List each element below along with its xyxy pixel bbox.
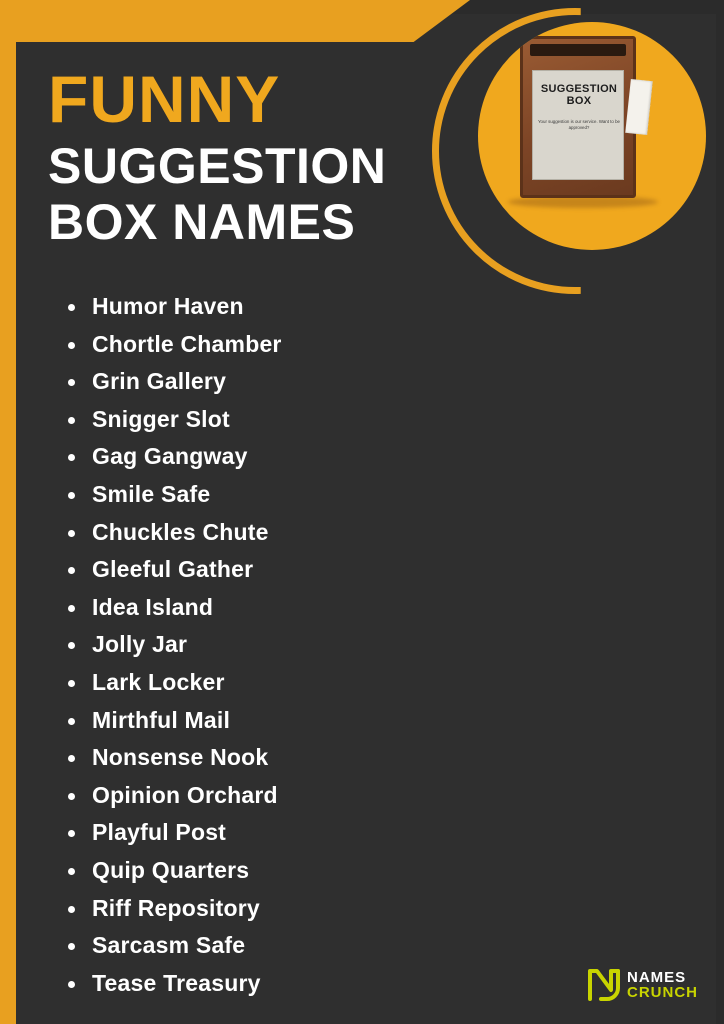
list-item: Lark Locker	[60, 664, 480, 702]
list-item: Chuckles Chute	[60, 514, 480, 552]
list-item: Tease Treasury	[60, 965, 480, 1003]
title-line-2: SUGGESTION	[48, 138, 387, 194]
list-item: Grin Gallery	[60, 363, 480, 401]
list-item: Snigger Slot	[60, 401, 480, 439]
list-item: Idea Island	[60, 589, 480, 627]
box-slot	[530, 44, 626, 56]
top-corner-wedge	[0, 0, 470, 42]
list-item: Opinion Orchard	[60, 777, 480, 815]
list-item: Humor Haven	[60, 288, 480, 326]
brand-logo	[587, 968, 698, 1002]
title-line-3: BOX NAMES	[48, 194, 356, 250]
plate-subtext: Your suggestion is our service. Want to be approved?	[538, 119, 620, 130]
list-item: Mirthful Mail	[60, 702, 480, 740]
list-item: Sarcasm Safe	[60, 927, 480, 965]
names-list	[60, 288, 480, 1002]
logo-line-2: CRUNCH	[627, 984, 698, 1001]
paper-slip	[625, 79, 653, 135]
plate-title: SUGGESTION BOX	[540, 83, 618, 107]
list-item: Quip Quarters	[60, 852, 480, 890]
list-item: Playful Post	[60, 814, 480, 852]
page-title	[48, 62, 387, 250]
list-item: Chortle Chamber	[60, 326, 480, 364]
list-item: Smile Safe	[60, 476, 480, 514]
list-item: Gleeful Gather	[60, 551, 480, 589]
logo-wordmark	[627, 970, 698, 1000]
suggestion-box-photo	[478, 22, 706, 250]
list-item: Jolly Jar	[60, 626, 480, 664]
list-item: Gag Gangway	[60, 438, 480, 476]
title-line-1: FUNNY	[48, 62, 281, 136]
list-item: Riff Repository	[60, 890, 480, 928]
left-accent-bar	[0, 0, 16, 1024]
box-label-plate	[532, 70, 624, 180]
namescrunch-logo-icon	[587, 968, 621, 1002]
list-item: Nonsense Nook	[60, 739, 480, 777]
logo-line-1: NAMES	[627, 969, 687, 986]
